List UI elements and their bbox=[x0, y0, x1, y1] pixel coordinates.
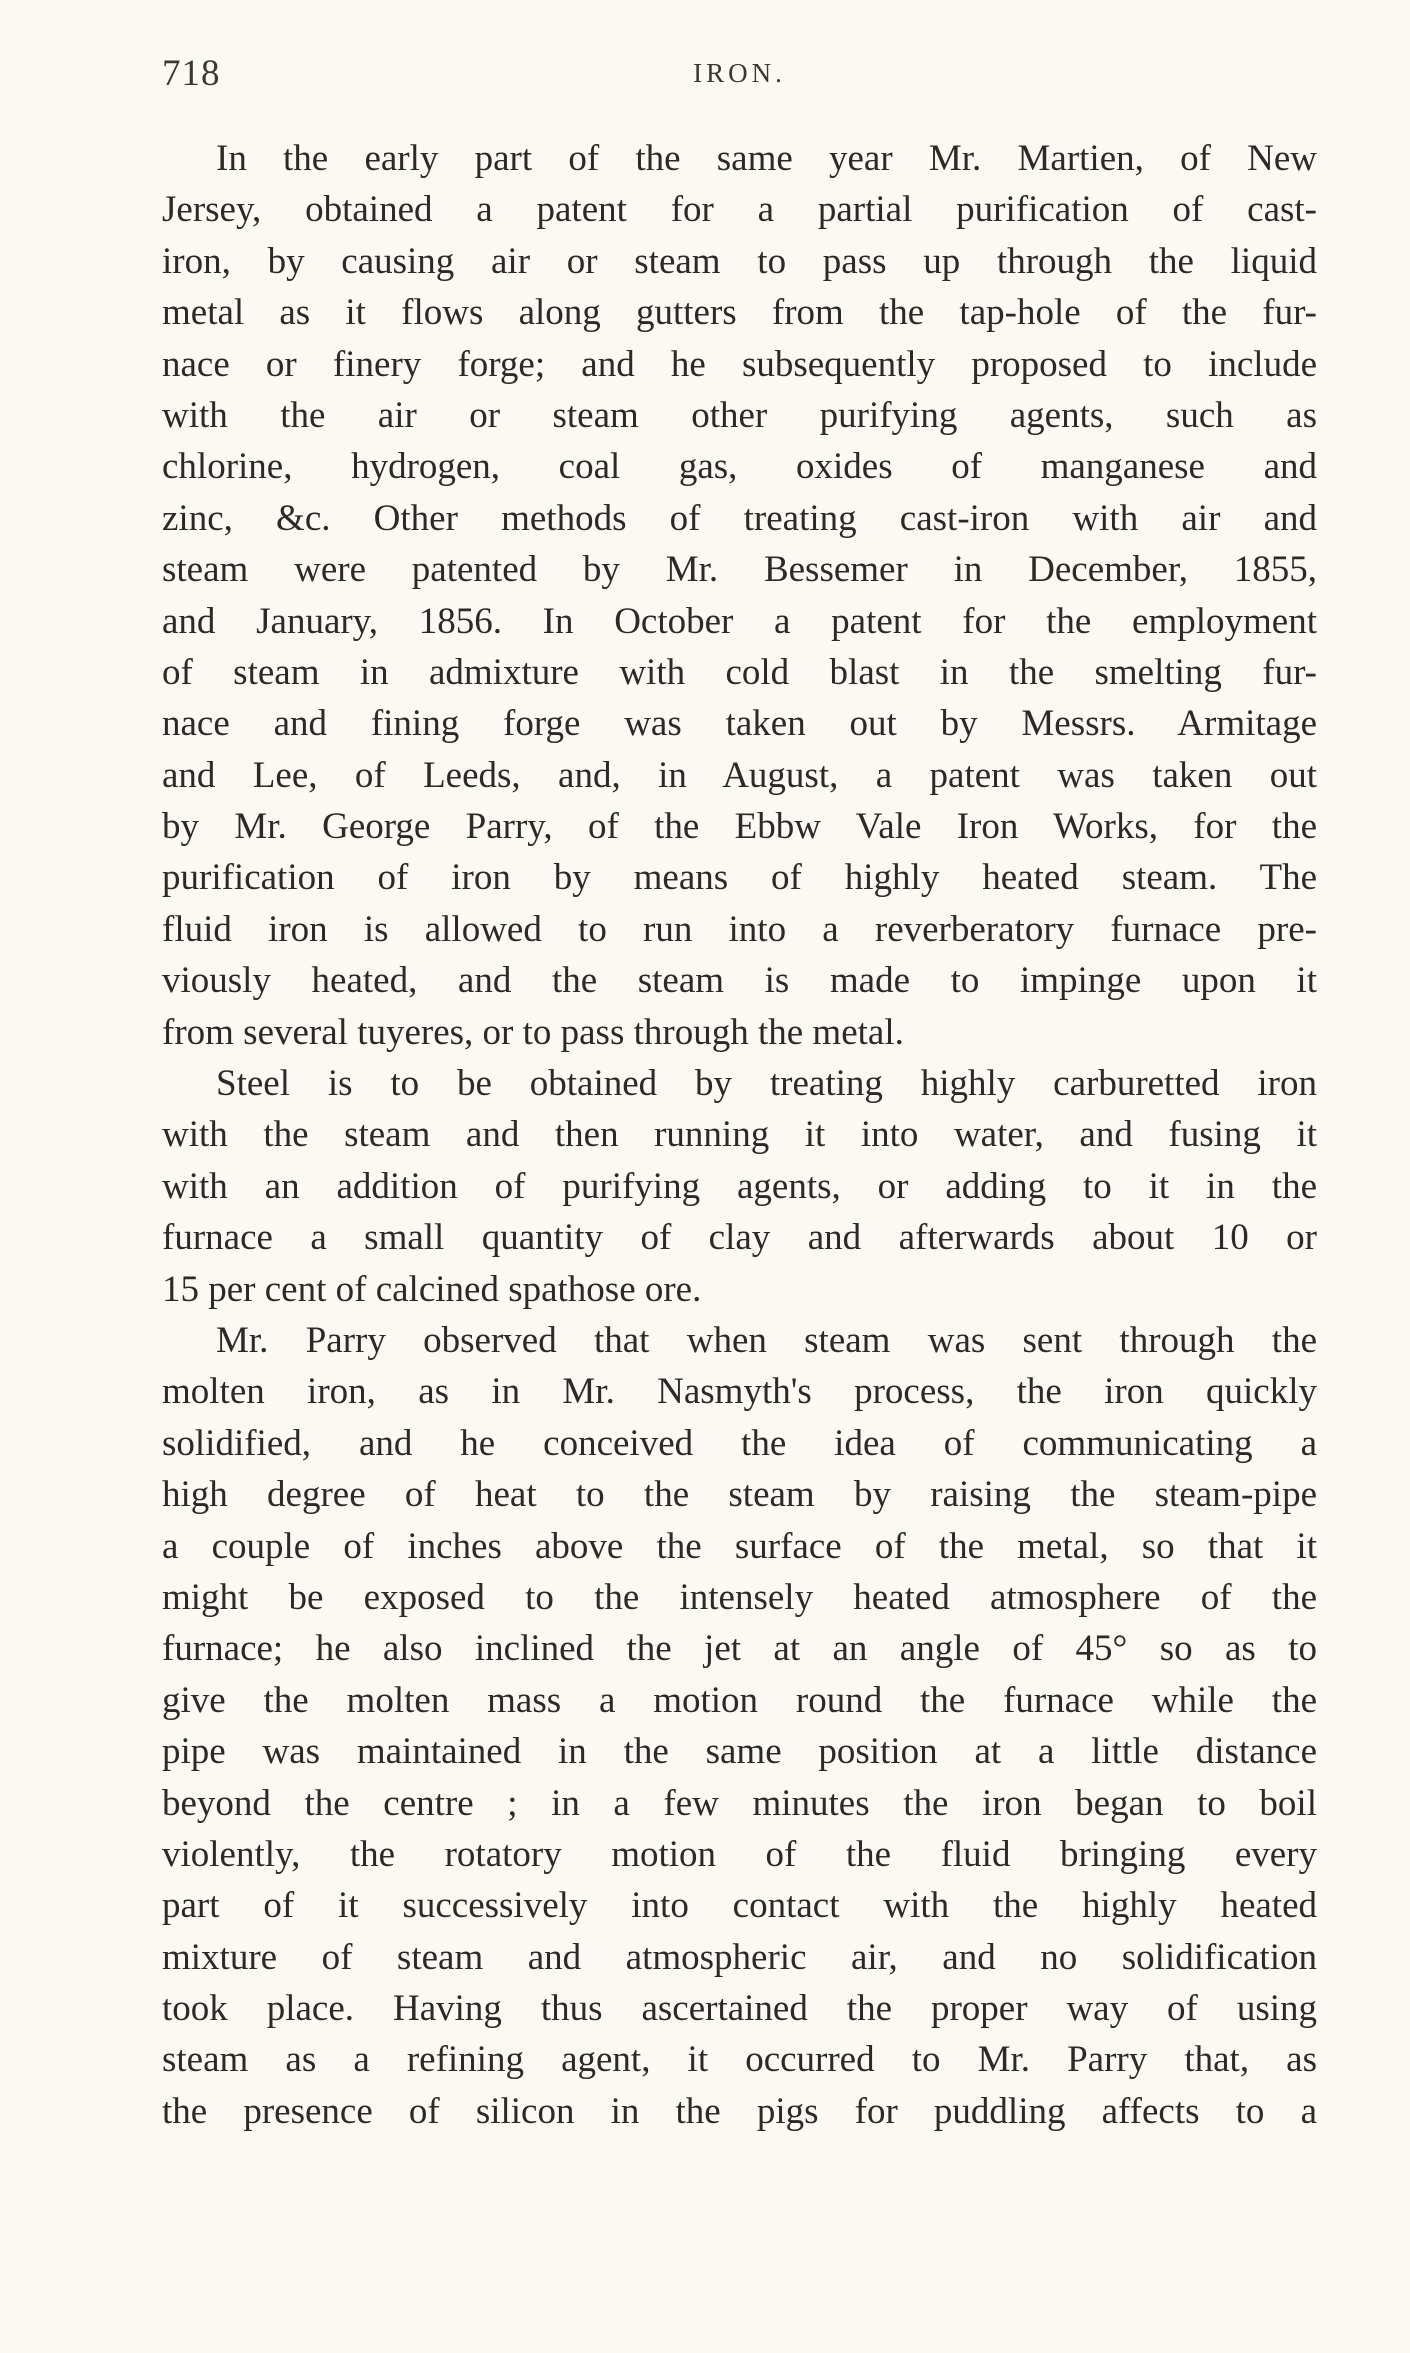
text-line: might be exposed to the intensely heated atmosphere of the bbox=[162, 1576, 1317, 1618]
page-number: 718 bbox=[162, 53, 221, 94]
text-line: iron, by causing air or steam to pass up through the liquid bbox=[162, 240, 1317, 282]
text-line: nace or finery forge; and he subsequently proposed to include bbox=[162, 343, 1317, 385]
text-line: Mr. Parry observed that when steam was sent through the bbox=[216, 1319, 1317, 1361]
text-line: nace and fining forge was taken out by Messrs. Armitage bbox=[162, 703, 1317, 745]
text-line: by Mr. George Parry, of the Ebbw Vale Iron Works, for the bbox=[162, 806, 1317, 848]
text-line: In the early part of the same year Mr. Martien, of New bbox=[216, 138, 1317, 179]
text-line: from several tuyeres, or to pass through the metal. bbox=[162, 1011, 904, 1053]
text-line: mixture of steam and atmospheric air, and no solidification bbox=[162, 1936, 1317, 1978]
text-line: with an addition of purifying agents, or adding to it in the bbox=[162, 1165, 1317, 1207]
text-line: furnace; he also inclined the jet at an angle of 45° so as to bbox=[162, 1628, 1317, 1670]
text-line: give the molten mass a motion round the furnace while the bbox=[162, 1679, 1317, 1721]
text-line: viously heated, and the steam is made to impinge upon it bbox=[162, 960, 1317, 1002]
text-line: violently, the rotatory motion of the fluid bringing every bbox=[162, 1833, 1317, 1875]
text-line: high degree of heat to the steam by raising the steam-pipe bbox=[162, 1474, 1317, 1516]
text-line: and January, 1856. In October a patent for the employment bbox=[162, 600, 1317, 642]
text-line: metal as it flows along gutters from the tap-hole of the fur- bbox=[162, 292, 1317, 334]
text-line: Jersey, obtained a patent for a partial purification of cast- bbox=[162, 189, 1317, 231]
text-line: fluid iron is allowed to run into a reverberatory furnace pre- bbox=[162, 908, 1317, 950]
text-line: zinc, &c. Other methods of treating cast-iron with air and bbox=[162, 497, 1317, 539]
text-line: molten iron, as in Mr. Nasmyth's process, the iron quickly bbox=[162, 1371, 1317, 1413]
text-line: took place. Having thus ascertained the proper way of using bbox=[162, 1988, 1317, 2030]
text-line: of steam in admixture with cold blast in the smelting fur- bbox=[162, 651, 1317, 693]
text-line: 15 per cent of calcined spathose ore. bbox=[162, 1268, 702, 1310]
text-line: with the air or steam other purifying agents, such as bbox=[162, 394, 1317, 436]
text-line: furnace a small quantity of clay and afterwards about 10 or bbox=[162, 1217, 1317, 1259]
text-line: with the steam and then running it into water, and fusing it bbox=[162, 1114, 1317, 1156]
text-line: a couple of inches above the surface of the metal, so that it bbox=[162, 1525, 1317, 1567]
text-line: steam were patented by Mr. Bessemer in December, 1855, bbox=[162, 549, 1317, 591]
text-line: the presence of silicon in the pigs for puddling affects to a bbox=[162, 2090, 1317, 2132]
text-line: purification of iron by means of highly heated steam. The bbox=[162, 857, 1317, 899]
text-line: and Lee, of Leeds, and, in August, a patent was taken out bbox=[162, 754, 1317, 796]
page-header bbox=[162, 52, 1317, 102]
text-line: chlorine, hydrogen, coal gas, oxides of manganese and bbox=[162, 446, 1317, 488]
text-line: beyond the centre ; in a few minutes the iron began to boil bbox=[162, 1782, 1317, 1824]
text-line: solidified, and he conceived the idea of communicating a bbox=[162, 1422, 1317, 1464]
text-line: Steel is to be obtained by treating highly carburetted iron bbox=[216, 1063, 1317, 1105]
text-line: pipe was maintained in the same position at a little distance bbox=[162, 1731, 1317, 1773]
body-text bbox=[162, 133, 1317, 2137]
text-line: part of it successively into contact with the highly heated bbox=[162, 1885, 1317, 1927]
running-title: IRON. bbox=[693, 58, 786, 88]
text-line: steam as a refining agent, it occurred to Mr. Parry that, as bbox=[162, 2039, 1317, 2081]
